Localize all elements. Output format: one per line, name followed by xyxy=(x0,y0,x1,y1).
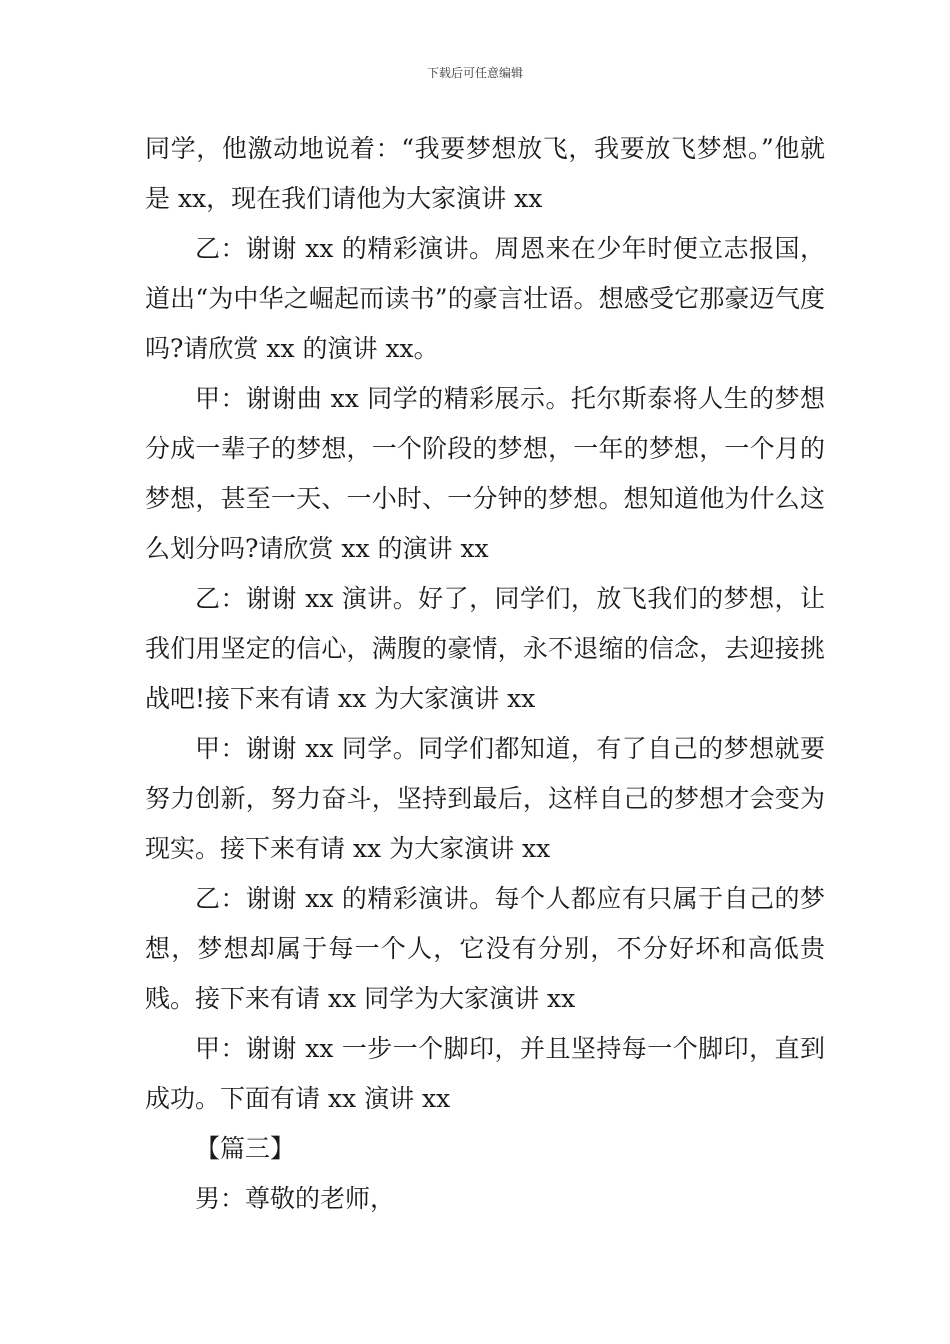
paragraph-jia-1: 甲：谢谢曲 xx 同学的精彩展示。托尔斯泰将人生的梦想分成一辈子的梦想，一个阶段的梦想，一年的梦想，一个月的梦想，甚至一天、一小时、一分钟的梦想。想知道他为什么这么划分吗?请欣赏 xx 的演讲 xx xyxy=(145,384,825,563)
paragraph-yi-1: 乙：谢谢 xx 的精彩演讲。周恩来在少年时便立志报国，道出“为中华之崛起而读书”的豪言壮语。想感受它那豪迈气度吗?请欣赏 xx 的演讲 xx。 xyxy=(145,234,825,363)
page-header: 下载后可任意编辑 xyxy=(426,66,523,80)
paragraph-intro-continued: 同学，他激动地说着：“我要梦想放飞，我要放飞梦想。”他就是 xx，现在我们请他为大家演讲 xx xyxy=(145,134,825,213)
document-body xyxy=(145,124,825,1224)
section-heading: 【篇三】 xyxy=(195,1134,296,1163)
paragraph-male-host: 男：尊敬的老师， xyxy=(195,1184,396,1213)
paragraph-yi-2: 乙：谢谢 xx 演讲。好了，同学们，放飞我们的梦想，让我们用坚定的信心，满腹的豪情，永不退缩的信念，去迎接挑战吧!接下来有请 xx 为大家演讲 xx xyxy=(145,584,825,713)
paragraph-jia-2: 甲：谢谢 xx 同学。同学们都知道，有了自己的梦想就要努力创新，努力奋斗，坚持到最后，这样自己的梦想才会变为现实。接下来有请 xx 为大家演讲 xx xyxy=(145,734,825,863)
paragraph-yi-3: 乙：谢谢 xx 的精彩演讲。每个人都应有只属于自己的梦想，梦想却属于每一个人，它没有分别，不分好坏和高低贵贱。接下来有请 xx 同学为大家演讲 xx xyxy=(145,884,825,1013)
paragraph-jia-3: 甲：谢谢 xx 一步一个脚印，并且坚持每一个脚印，直到成功。下面有请 xx 演讲 xx xyxy=(145,1034,825,1113)
